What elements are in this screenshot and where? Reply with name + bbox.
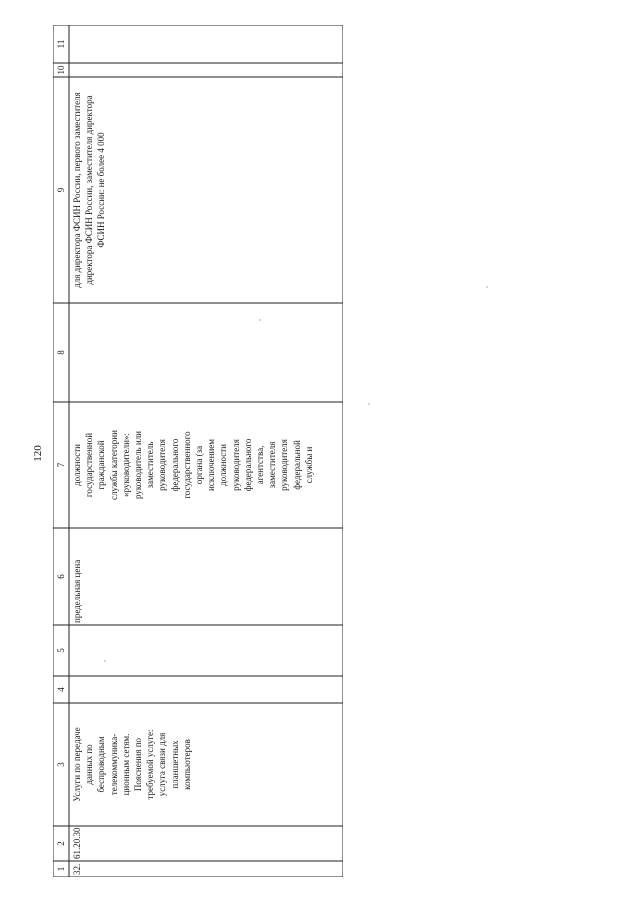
cell-line: государственной [84, 432, 95, 498]
row-32-col-9 [71, 77, 343, 303]
header-col-1: 1 [56, 866, 66, 872]
cell-line: исключением [206, 439, 217, 491]
cell-line: Пояснения по [133, 737, 144, 792]
cell-line: службы и [303, 446, 314, 484]
header-col-10: 10 [56, 65, 66, 75]
cell-line: гражданской [96, 440, 107, 490]
cell-line: требуемой услуге: [145, 729, 156, 800]
row-32-col-8 [71, 303, 343, 402]
row-32-col-10 [71, 63, 343, 77]
scan-speck [368, 403, 370, 405]
header-col-9: 9 [56, 187, 66, 193]
cell-line: органа (за [194, 445, 205, 485]
cell-line: «руководители»: [120, 433, 131, 497]
rotated-table [53, 25, 343, 877]
header-col-5: 5 [56, 648, 66, 653]
row-32-col-3 [71, 703, 343, 826]
header-col-8: 8 [56, 350, 66, 355]
row-32-col-4 [71, 676, 343, 703]
cell-line: федерального [242, 438, 253, 492]
cell-line: директора ФСИН России, заместителя директора [84, 95, 95, 285]
cell-line: услуга связи для [157, 732, 168, 797]
cell-line: заместителя [267, 441, 278, 489]
cell-line: федеральной [291, 440, 302, 490]
cell-line: должности [218, 444, 229, 486]
cell-line: службы категории [108, 430, 119, 500]
cell-line: беспроводным [96, 736, 107, 793]
scan-speck [486, 286, 488, 288]
cell-line: государственного [181, 431, 192, 499]
cell-line: ФСИН России: не более 4 000 [96, 132, 107, 248]
cell-line: заместитель [145, 441, 156, 489]
row-32-col-2: 61.20.30 [72, 827, 82, 859]
cell-line: планшетных [169, 740, 180, 789]
cell-line: должности [72, 444, 82, 486]
row-32-col-11 [71, 25, 343, 63]
page-number: 120 [31, 445, 44, 462]
header-col-3: 3 [56, 762, 66, 767]
header-col-7: 7 [56, 462, 66, 468]
row-32-col-6: предельная цена [72, 559, 82, 623]
cell-line: руководитель или [133, 430, 144, 500]
scan-speck [104, 660, 106, 662]
cell-line: данных по [84, 744, 95, 785]
cell-line: для директора ФСИН России, первого заместителя [72, 92, 82, 288]
cell-line: Услуги по передаче [72, 727, 82, 802]
row-32-col-5 [71, 625, 343, 676]
cell-line: руководителя [157, 439, 168, 491]
header-col-11: 11 [56, 39, 66, 49]
scan-speck [259, 319, 261, 321]
cell-line: ционным сетям. [120, 733, 131, 796]
cell-line: федерального [169, 438, 180, 492]
header-col-6: 6 [56, 574, 66, 579]
header-col-2: 2 [56, 841, 66, 846]
row-32-col-1: 32. [72, 863, 82, 875]
cell-line: компьютеров [181, 739, 192, 790]
header-col-4: 4 [56, 687, 66, 692]
cell-line: телекоммуника- [108, 733, 119, 796]
cell-line: руководителя [230, 439, 241, 491]
cell-line: агентства, [255, 445, 266, 485]
cell-line: руководителя [279, 439, 290, 491]
row-32-col-7 [71, 402, 343, 528]
